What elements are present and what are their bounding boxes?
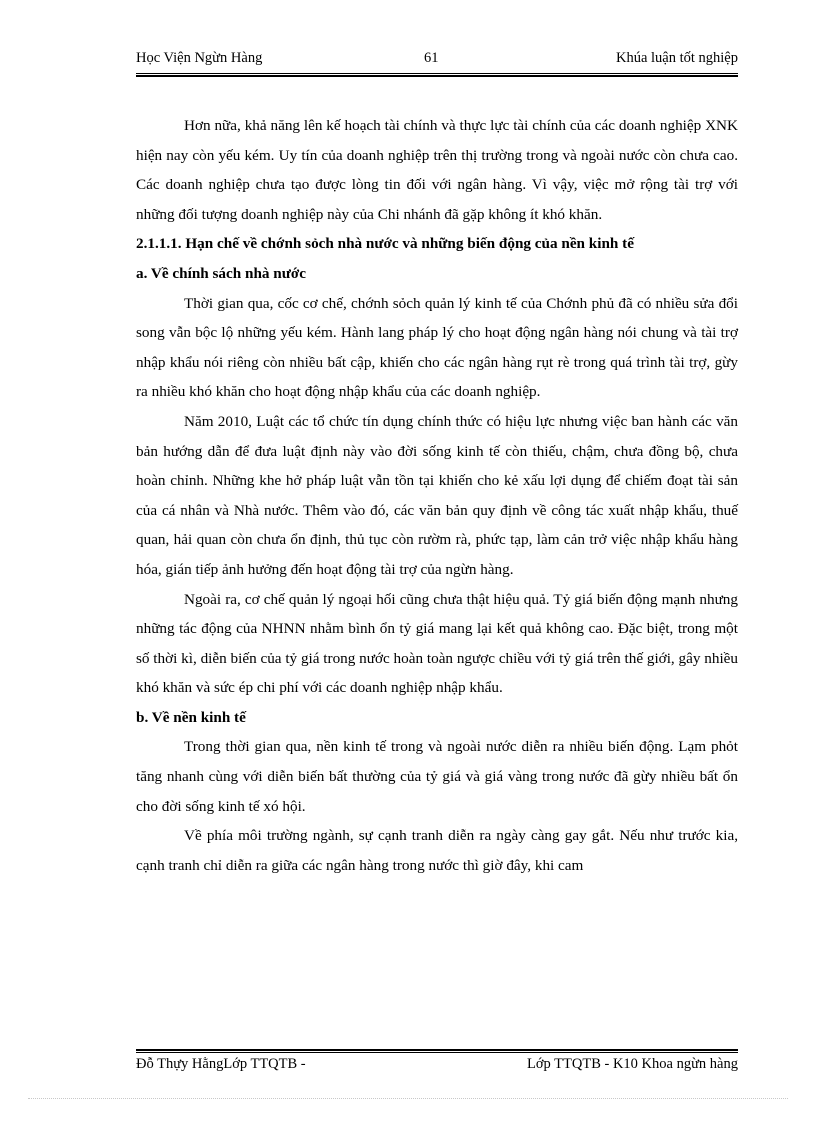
paragraph: Về phía môi trường ngành, sự cạnh tranh diễn ra ngày càng gay gắt. Nếu như trước kia, cạnh tranh chỉ diễn ra giữa các ngân hàng trong nước thì giờ đây, khi cam — [136, 827, 738, 874]
subheading-b: b. Về nền kinh tế — [136, 708, 246, 726]
page-footer — [136, 1056, 738, 1078]
footer-author: Đỗ Thựy HằngLớp TTQTB - — [136, 1056, 306, 1072]
page-header — [136, 50, 738, 72]
header-doc-type: Khúa luận tốt nghiệp — [615, 50, 738, 66]
header-rule — [136, 73, 738, 77]
page-body — [136, 111, 738, 880]
paragraph: Thời gian qua, cốc cơ chế, chớnh sỏch quản lý kinh tế của Chớnh phủ đã có nhiều sửa đổi song vẫn bộc lộ những yếu kém. Hành lang pháp lý cho hoạt động ngân hàng nói chung và tài trợ nhập khẩu nói riêng còn nhiều bất cập, khiến cho các ngân hàng rụt rè trong quá trình tài trợ, gừy ra nhiều khó khăn cho hoạt động nhập khẩu của các doanh nghiệp. — [136, 294, 738, 401]
paragraph: Hơn nữa, khả năng lên kế hoạch tài chính và thực lực tài chính của các doanh nghiệp XNK hiện nay còn yếu kém. Uy tín của doanh nghiệp trên thị trường trong và ngoài nước còn chưa cao. Các doanh nghiệp chưa tạo được lòng tin đối với ngân hàng. Vì vậy, việc mở rộng tài trợ với những đối tượng doanh nghiệp này của Chi nhánh đã gặp không ít khó khăn. — [136, 117, 738, 223]
footer-rule — [136, 1049, 738, 1053]
paragraph: Ngoài ra, cơ chế quản lý ngoại hối cũng chưa thật hiệu quả. Tỷ giá biến động mạnh nhưng những tác động của NHNN nhằm bình ổn tỷ giá mang lại kết quả không cao. Đặc biệt, trong một số thời kì, diễn biến của tỷ giá trong nước hoàn toàn ngược chiều với tỷ giá trên thế giới, gây nhiều khó khăn và sức ép chi phí với các doanh nghiệp nhập khẩu. — [136, 590, 738, 697]
page-number: 61 — [424, 50, 439, 66]
subheading-a: a. Về chính sách nhà nước — [136, 264, 306, 282]
footer-class: Lớp TTQTB - K10 Khoa ngừn hàng — [527, 1056, 738, 1072]
page-bottom-dotted-line — [28, 1098, 788, 1099]
header-institution: Học Viện Ngừn Hàng — [136, 50, 263, 66]
paragraph: Trong thời gian qua, nền kinh tế trong và ngoài nước diễn ra nhiều biến động. Lạm phỏt tăng nhanh cùng với diễn biến bất thường của tỷ giá và giá vàng trong nước đã gừy nhiều bất ổn cho đời sống kinh tế xó hội. — [136, 738, 738, 815]
paragraph: Năm 2010, Luật các tổ chức tín dụng chính thức có hiệu lực nhưng việc ban hành các văn bản hướng dẫn để đưa luật định này vào đời sống kinh tế còn thiếu, chậm, chưa đồng bộ, chưa hoàn chỉnh. Những khe hở pháp luật vẫn tồn tại khiến cho kẻ xấu lợi dụng để chiếm đoạt tài sản của cá nhân và Nhà nước. Thêm vào đó, các văn bản quy định về công tác xuất nhập khẩu, thuế quan, hải quan còn chưa ổn định, thủ tục còn rườm rà, phức tạp, làm cản trở việc nhập khẩu hàng hóa, gián tiếp ảnh hưởng đến hoạt động tài trợ của ngừn hàng. — [136, 412, 738, 578]
section-heading: 2.1.1.1. Hạn chế về chớnh sỏch nhà nước và những biến động của nền kinh tế — [136, 235, 634, 253]
